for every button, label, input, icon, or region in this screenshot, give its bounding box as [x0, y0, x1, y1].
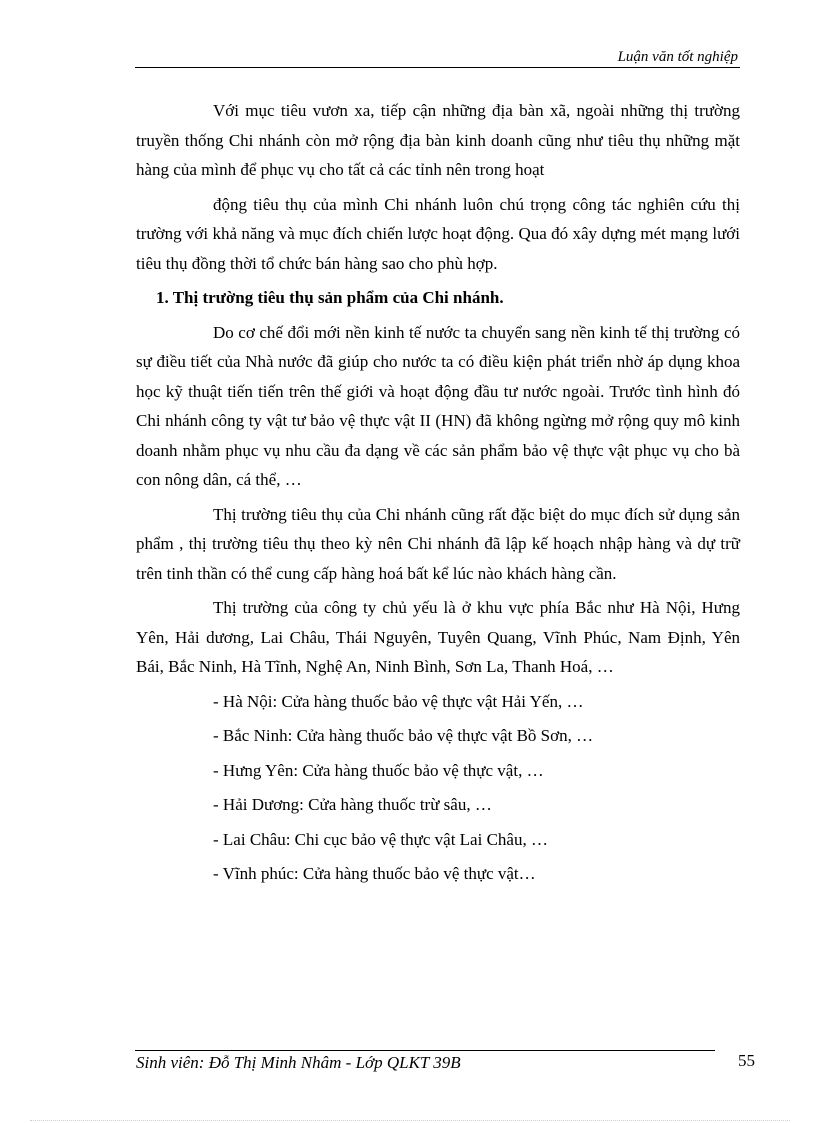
list-item: - Bắc Ninh: Cửa hàng thuốc bảo vệ thực vật Bồ Sơn, …	[213, 726, 594, 745]
page-number: 55	[738, 1051, 755, 1070]
page-body	[136, 96, 740, 894]
paragraph-3: Do cơ chế đổi mới nền kinh tế nước ta chuyển sang nền kinh tế thị trường có sự điều tiết của Nhà nước đã giúp cho nước ta có điều kiện phát triển nhờ áp dụng khoa học kỹ thuật tiến tiến trên thế giới và hoạt động đầu tư nước ngoài. Trước tình hình đó Chi nhánh công ty vật tư bảo vệ thực vật II (HN) đã không ngừng mở rộng quy mô kinh doanh nhằm phục vụ nhu cầu đa dạng về các sản phẩm bảo vệ thực vật phục vụ cho bà con nông dân, cá thể, …	[136, 322, 740, 489]
page-edge-divider	[30, 1120, 790, 1121]
footer-divider	[135, 1050, 715, 1051]
paragraph-2: động tiêu thụ của mình Chi nhánh luôn chú trọng công tác nghiên cứu thị trường với khả năng và mục đích chiến lược hoạt động. Qua đó xây dựng mét mạng lưới tiêu thụ đồng thời tổ chức bán hàng sao cho phù hợp.	[136, 194, 740, 273]
list-item: - Lai Châu: Chi cục bảo vệ thực vật Lai Châu, …	[213, 829, 548, 849]
footer-student-info: Sinh viên: Đỗ Thị Minh Nhâm - Lớp QLKT 39B	[136, 1053, 461, 1072]
section-heading: 1. Thị trường tiêu thụ sản phẩm của Chi nhánh.	[156, 288, 504, 307]
list-item: - Hưng Yên: Cửa hàng thuốc bảo vệ thực vật, …	[213, 760, 544, 780]
paragraph-4: Thị trường tiêu thụ của Chi nhánh cũng rất đặc biệt do mục đích sử dụng sản phẩm , thị trường tiêu thụ theo kỳ nên Chi nhánh đã lập kế hoạch nhập hàng và dự trữ trên tinh thần có thể cung cấp hàng hoá bất kể lúc nào khách hàng cần.	[136, 504, 740, 583]
header-divider	[135, 67, 740, 68]
paragraph-5: Thị trường của công ty chủ yếu là ở khu vực phía Bắc như Hà Nội, Hưng Yên, Hải dương, Lai Châu, Thái Nguyên, Tuyên Quang, Vĩnh Phúc, Nam Định, Yên Bái, Bắc Ninh, Hà Tĩnh, Nghệ An, Ninh Bình, Sơn La, Thanh Hoá, …	[136, 598, 740, 676]
list-item: - Hà Nội: Cửa hàng thuốc bảo vệ thực vật Hải Yến, …	[213, 691, 584, 711]
list-item: - Vĩnh phúc: Cửa hàng thuốc bảo vệ thực vật…	[213, 864, 536, 883]
list-item: - Hải Dương: Cửa hàng thuốc trừ sâu, …	[213, 795, 492, 814]
paragraph-1: Với mục tiêu vươn xa, tiếp cận những địa bàn xã, ngoài những thị trường truyền thống Chi nhánh còn mở rộng địa bàn kinh doanh cũng như tiêu thụ những mặt hàng của mình để phục vụ cho tất cả các tỉnh nên trong hoạt	[136, 101, 740, 179]
running-header: Luận văn tốt nghiệp	[617, 49, 738, 65]
